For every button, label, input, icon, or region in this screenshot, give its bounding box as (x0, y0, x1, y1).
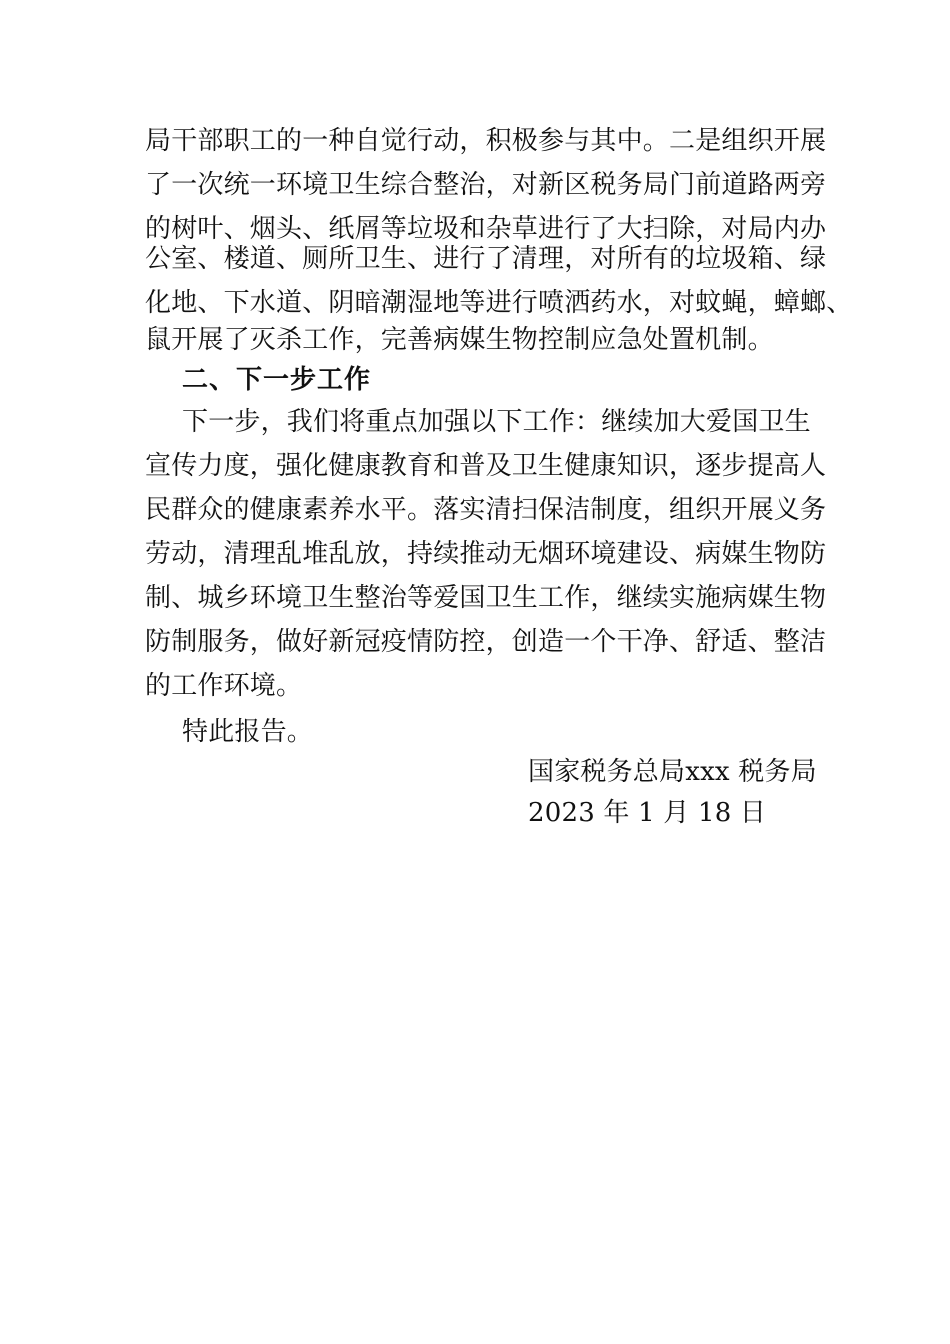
paragraph-line: 民群众的健康素养水平。落实清扫保洁制度，组织开展义务 (145, 495, 827, 525)
paragraph-line: 的树叶、烟头、纸屑等垃圾和杂草进行了大扫除，对局内办 (145, 214, 827, 244)
closing-text: 特此报告。 (182, 717, 314, 747)
paragraph-line: 公室、楼道、厕所卫生、进行了清理，对所有的垃圾箱、绿 (145, 244, 827, 274)
signature-date: 2023 年 1 月 18 日 (528, 798, 767, 828)
paragraph-line: 化地、下水道、阴暗潮湿地等进行喷洒药水，对蚊蝇，蟑螂、 (145, 288, 853, 318)
paragraph-line: 的工作环境。 (145, 671, 303, 701)
paragraph-line: 制、城乡环境卫生整治等爱国卫生工作，继续实施病媒生物 (145, 583, 827, 613)
paragraph-line: 劳动，清理乱堆乱放，持续推动无烟环境建设、病媒生物防 (145, 539, 827, 569)
paragraph-line: 防制服务，做好新冠疫情防控，创造一个干净、舒适、整洁 (145, 627, 827, 657)
paragraph-line: 局干部职工的一种自觉行动，积极参与其中。二是组织开展 (145, 126, 827, 156)
paragraph-line: 宣传力度，强化健康教育和普及卫生健康知识，逐步提高人 (145, 451, 827, 481)
paragraph-line: 了一次统一环境卫生综合整治，对新区税务局门前道路两旁 (145, 170, 827, 200)
paragraph-line: 鼠开展了灭杀工作，完善病媒生物控制应急处置机制。 (145, 325, 774, 355)
section-heading: 二、下一步工作 (182, 365, 372, 395)
signature-organization: 国家税务总局xxx 税务局 (528, 757, 817, 787)
paragraph-line: 下一步，我们将重点加强以下工作：继续加大爱国卫生 (182, 407, 811, 437)
